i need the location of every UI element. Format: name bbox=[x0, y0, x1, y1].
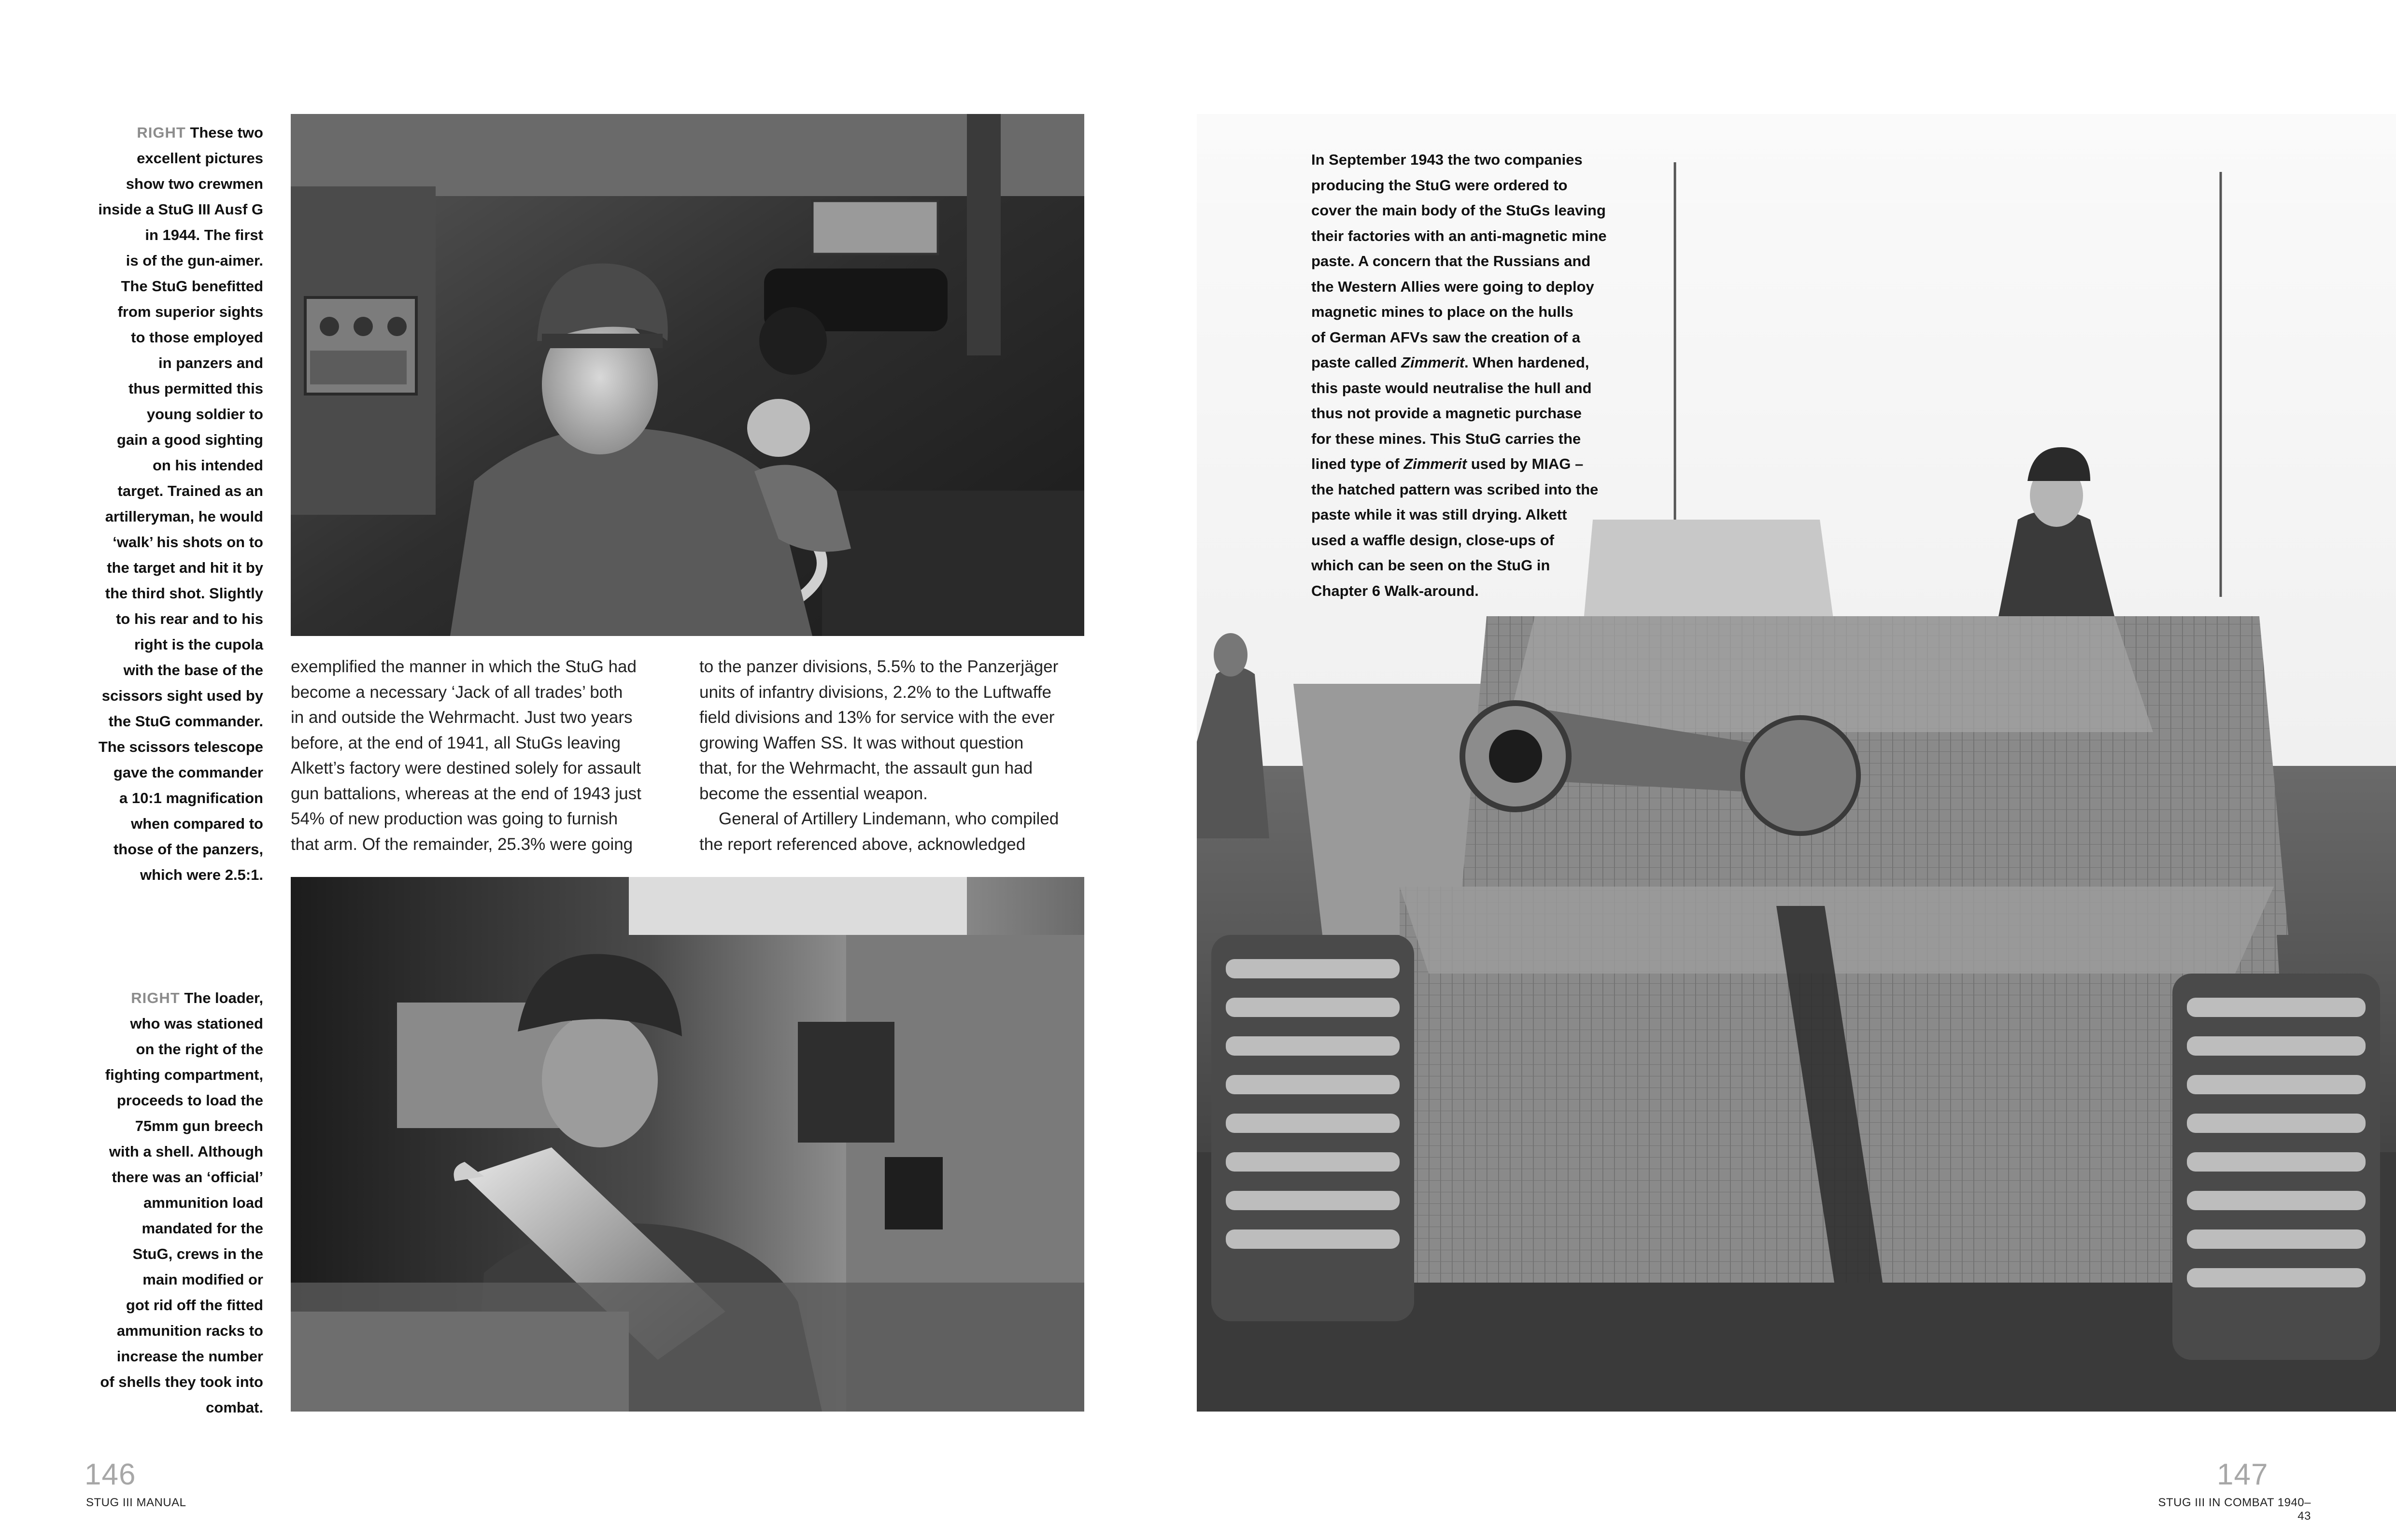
caption-text: their factories with an anti-magnetic mine bbox=[1311, 227, 1607, 244]
body-line: the report referenced above, acknowledged bbox=[699, 834, 1026, 854]
caption-text: show two crewmen bbox=[126, 175, 263, 192]
caption-line bbox=[72, 985, 263, 1011]
caption-text: the Western Allies were going to deploy bbox=[1311, 278, 1594, 295]
caption-line bbox=[1311, 401, 1688, 426]
caption-text: lined type of bbox=[1311, 455, 1404, 472]
caption-line bbox=[72, 657, 263, 683]
caption-line bbox=[1311, 224, 1688, 249]
caption-text: cover the main body of the StuGs leaving bbox=[1311, 202, 1606, 219]
caption-text: increase the number bbox=[116, 1348, 263, 1365]
caption-text: . When hardened, bbox=[1464, 354, 1589, 371]
caption-text: in panzers and bbox=[158, 354, 263, 371]
caption-text: thus not provide a magnetic purchase bbox=[1311, 405, 1582, 422]
caption-line bbox=[72, 376, 263, 401]
body-line: 54% of new production was going to furnish bbox=[291, 809, 618, 828]
caption-line bbox=[72, 708, 263, 734]
caption-line bbox=[72, 760, 263, 785]
body-column-1 bbox=[291, 654, 677, 857]
caption-line bbox=[72, 580, 263, 606]
caption-text: which can be seen on the StuG in bbox=[1311, 557, 1550, 574]
caption-text: which were 2.5:1. bbox=[140, 866, 263, 883]
caption-loader bbox=[72, 985, 263, 1420]
body-line: growing Waffen SS. It was without question bbox=[699, 733, 1024, 752]
caption-text: paste while it was still drying. Alkett bbox=[1311, 506, 1567, 523]
caption-text: from superior sights bbox=[117, 303, 263, 320]
body-line: that, for the Wehrmacht, the assault gun had bbox=[699, 759, 1033, 777]
caption-text: proceeds to load the bbox=[116, 1092, 263, 1109]
caption-text: those of the panzers, bbox=[113, 841, 263, 858]
italic-term: Zimmerit bbox=[1404, 455, 1467, 472]
caption-line bbox=[1311, 249, 1688, 274]
body-column-2 bbox=[699, 654, 1086, 857]
caption-line bbox=[72, 1343, 263, 1369]
caption-text: of shells they took into bbox=[100, 1373, 263, 1390]
caption-text: The StuG benefitted bbox=[121, 278, 263, 295]
caption-text: on the right of the bbox=[136, 1041, 263, 1058]
caption-text: to his rear and to his bbox=[116, 610, 263, 627]
caption-text: thus permitted this bbox=[128, 380, 263, 397]
caption-line bbox=[72, 1036, 263, 1062]
caption-line bbox=[72, 862, 263, 888]
body-line: General of Artillery Lindemann, who compiled bbox=[719, 809, 1059, 828]
caption-text: this paste would neutralise the hull and bbox=[1311, 379, 1592, 396]
caption-line bbox=[72, 1292, 263, 1318]
caption-text: magnetic mines to place on the hulls bbox=[1311, 303, 1574, 320]
body-line: before, at the end of 1941, all StuGs leaving bbox=[291, 733, 621, 752]
caption-text: gain a good sighting bbox=[116, 431, 263, 448]
caption-text: target. Trained as an bbox=[117, 482, 263, 499]
caption-text: is of the gun-aimer. bbox=[126, 252, 263, 269]
caption-text: got rid off the fitted bbox=[126, 1297, 263, 1314]
caption-line bbox=[72, 1113, 263, 1139]
caption-line bbox=[72, 606, 263, 632]
caption-line bbox=[72, 734, 263, 760]
caption-text: Chapter 6 Walk-around. bbox=[1311, 582, 1479, 599]
caption-line bbox=[72, 248, 263, 273]
body-line: exemplified the manner in which the StuG had bbox=[291, 657, 637, 676]
caption-text: the target and hit it by bbox=[107, 559, 263, 576]
caption-line bbox=[72, 1011, 263, 1036]
caption-lead-word: RIGHT bbox=[137, 124, 186, 141]
caption-line bbox=[72, 197, 263, 222]
running-head-left: STUG III MANUAL bbox=[86, 1496, 186, 1509]
caption-text: The scissors telescope bbox=[98, 738, 263, 755]
caption-text: combat. bbox=[206, 1399, 263, 1416]
caption-line bbox=[72, 785, 263, 811]
caption-line bbox=[1311, 274, 1688, 300]
loader-illustration bbox=[291, 877, 1084, 1412]
caption-text: with a shell. Although bbox=[109, 1143, 263, 1160]
caption-line bbox=[72, 1241, 263, 1267]
caption-text: ammunition racks to bbox=[116, 1322, 263, 1339]
caption-line bbox=[1311, 528, 1688, 553]
caption-text: ‘walk’ his shots on to bbox=[113, 534, 263, 551]
caption-line bbox=[72, 1215, 263, 1241]
body-line: units of infantry divisions, 2.2% to the Luftwaffe bbox=[699, 682, 1051, 702]
caption-text: right is the cupola bbox=[134, 636, 263, 653]
caption-text: of German AFVs saw the creation of a bbox=[1311, 328, 1580, 346]
caption-line bbox=[1311, 502, 1688, 528]
caption-line bbox=[72, 222, 263, 248]
caption-line bbox=[1311, 350, 1688, 376]
caption-line bbox=[72, 1267, 263, 1292]
caption-line bbox=[72, 555, 263, 580]
caption-line bbox=[72, 350, 263, 376]
caption-text: inside a StuG III Ausf G bbox=[98, 201, 263, 218]
caption-text: These two bbox=[190, 124, 263, 141]
caption-text: used a waffle design, close-ups of bbox=[1311, 531, 1554, 549]
caption-line bbox=[72, 478, 263, 504]
caption-line bbox=[1311, 198, 1688, 224]
caption-text: paste. A concern that the Russians and bbox=[1311, 253, 1591, 269]
caption-line bbox=[72, 1164, 263, 1190]
caption-line bbox=[72, 529, 263, 555]
caption-text: who was stationed bbox=[130, 1015, 263, 1032]
gun-aimer-photo bbox=[291, 114, 1084, 636]
body-line: that arm. Of the remainder, 25.3% were going bbox=[291, 834, 633, 854]
caption-line bbox=[72, 1395, 263, 1420]
caption-line bbox=[1311, 147, 1688, 173]
caption-line bbox=[72, 836, 263, 862]
caption-line bbox=[72, 1088, 263, 1113]
caption-line bbox=[72, 683, 263, 708]
body-line: become the essential weapon. bbox=[699, 784, 928, 803]
italic-term: Zimmerit bbox=[1401, 354, 1465, 371]
caption-text: ammunition load bbox=[143, 1194, 263, 1211]
caption-line bbox=[1311, 376, 1688, 401]
caption-line bbox=[72, 632, 263, 657]
caption-text: mandated for the bbox=[142, 1220, 263, 1237]
caption-line bbox=[1311, 426, 1688, 452]
caption-line bbox=[72, 120, 263, 145]
caption-text: excellent pictures bbox=[137, 150, 263, 167]
caption-text: young soldier to bbox=[146, 406, 263, 423]
caption-text: to those employed bbox=[131, 329, 263, 346]
caption-text: gave the commander bbox=[113, 764, 263, 781]
caption-line bbox=[72, 171, 263, 197]
caption-line bbox=[1311, 477, 1688, 503]
caption-text: producing the StuG were ordered to bbox=[1311, 176, 1568, 194]
caption-line bbox=[72, 1139, 263, 1164]
caption-line bbox=[72, 1062, 263, 1088]
loader-photo bbox=[291, 877, 1084, 1412]
caption-gun-aimer bbox=[72, 120, 263, 888]
caption-text: used by MIAG – bbox=[1467, 455, 1584, 472]
caption-text: the hatched pattern was scribed into the bbox=[1311, 480, 1599, 498]
caption-line bbox=[1311, 173, 1688, 198]
body-line: in and outside the Wehrmacht. Just two years bbox=[291, 708, 633, 727]
caption-text: scissors sight used by bbox=[101, 687, 263, 704]
caption-text: paste called bbox=[1311, 354, 1402, 371]
caption-zimmerit bbox=[1311, 147, 1688, 604]
caption-line bbox=[1311, 452, 1688, 477]
caption-line bbox=[72, 1318, 263, 1343]
body-line: to the panzer divisions, 5.5% to the Panzerjäger bbox=[699, 657, 1059, 676]
body-line: field divisions and 13% for service with the ever bbox=[699, 708, 1055, 727]
caption-text: for these mines. This StuG carries the bbox=[1311, 430, 1581, 447]
caption-line bbox=[72, 452, 263, 478]
caption-text: 75mm gun breech bbox=[135, 1117, 263, 1134]
running-head-right: STUG III IN COMBAT 1940–43 bbox=[2158, 1496, 2311, 1523]
caption-text: in 1944. The first bbox=[145, 226, 263, 243]
caption-text: the third shot. Slightly bbox=[105, 585, 263, 602]
body-line: become a necessary ‘Jack of all trades’ both bbox=[291, 682, 623, 702]
caption-line bbox=[72, 427, 263, 452]
caption-text: on his intended bbox=[152, 457, 263, 474]
caption-line bbox=[1311, 299, 1688, 325]
caption-text: the StuG commander. bbox=[108, 713, 263, 730]
page-number-left: 146 bbox=[85, 1458, 136, 1491]
caption-text: there was an ‘official’ bbox=[112, 1169, 263, 1186]
caption-text: StuG, crews in the bbox=[132, 1245, 263, 1262]
caption-text: artilleryman, he would bbox=[105, 508, 263, 525]
caption-line bbox=[72, 1369, 263, 1395]
caption-text: a 10:1 magnification bbox=[119, 790, 263, 806]
caption-text: when compared to bbox=[131, 815, 263, 832]
caption-line bbox=[72, 325, 263, 350]
caption-line bbox=[72, 1190, 263, 1215]
caption-line bbox=[72, 401, 263, 427]
caption-line bbox=[72, 145, 263, 171]
caption-line bbox=[72, 811, 263, 836]
body-line: gun battalions, whereas at the end of 1943 just bbox=[291, 784, 641, 803]
caption-line bbox=[72, 299, 263, 325]
caption-line bbox=[72, 504, 263, 529]
caption-line bbox=[1311, 325, 1688, 351]
caption-text: The loader, bbox=[184, 989, 263, 1006]
caption-line bbox=[1311, 579, 1688, 604]
caption-line bbox=[1311, 553, 1688, 579]
caption-text: with the base of the bbox=[123, 662, 263, 678]
caption-lead-word: RIGHT bbox=[131, 989, 180, 1006]
gun-aimer-illustration bbox=[291, 114, 1084, 636]
caption-text: fighting compartment, bbox=[105, 1066, 263, 1083]
caption-text: In September 1943 the two companies bbox=[1311, 151, 1583, 168]
caption-line bbox=[72, 273, 263, 299]
page-number-right: 147 bbox=[2217, 1458, 2268, 1491]
body-line: Alkett’s factory were destined solely for assault bbox=[291, 759, 641, 777]
caption-text: main modified or bbox=[142, 1271, 263, 1288]
